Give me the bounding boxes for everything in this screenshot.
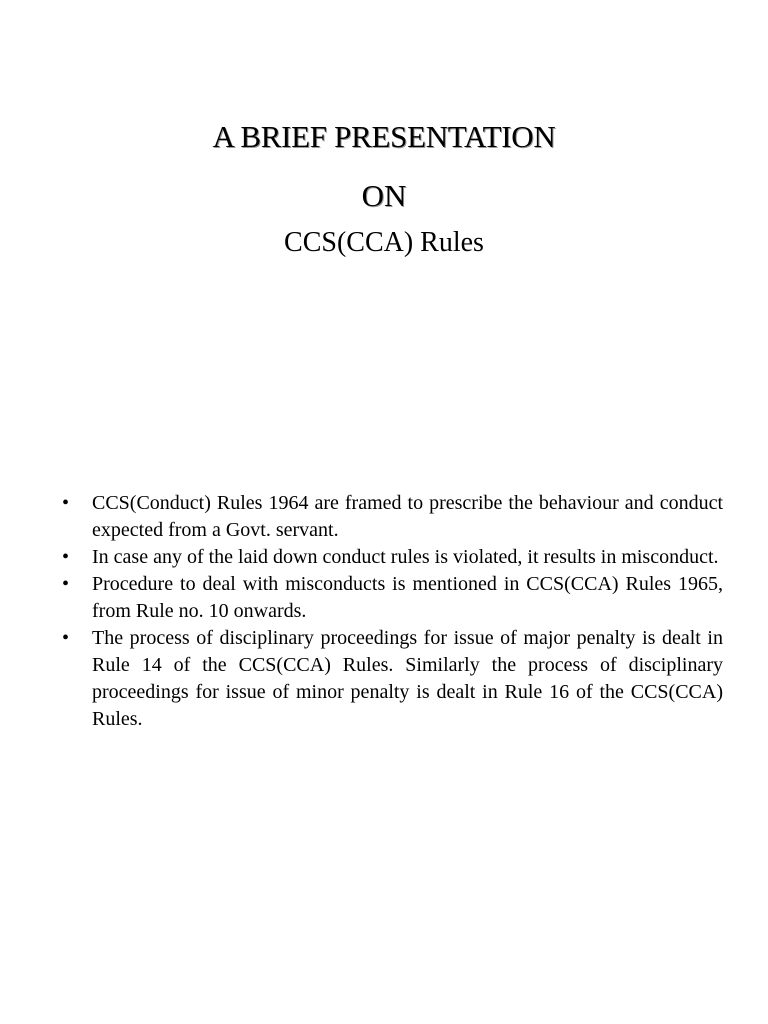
bullet-text: The process of disciplinary proceedings for issue of major penalty is dealt in Rule 14 of the CCS(CCA) Rules. Similarly the process of disciplinary proceedings for issue of minor penalty is dealt in Rule 16 of the CCS(CCA) Rules. [92, 627, 723, 730]
subtitle: CCS(CCA) Rules [284, 227, 484, 258]
bullet-text: CCS(Conduct) Rules 1964 are framed to prescribe the behaviour and conduct expected from a Govt. servant. [92, 492, 723, 541]
title-line-2: ON [361, 178, 407, 213]
bullet-text: Procedure to deal with misconducts is mentioned in CCS(CCA) Rules 1965, from Rule no. 10 onwards. [92, 573, 723, 622]
bullet-marker: • [62, 573, 70, 595]
bullet-text: In case any of the laid down conduct rules is violated, it results in misconduct. [92, 546, 719, 568]
bullet-item [62, 490, 723, 544]
bullet-marker: • [62, 546, 70, 568]
bullet-list [62, 490, 723, 733]
bullet-item [62, 544, 723, 571]
bullet-marker: • [62, 492, 70, 514]
title-line-1: A BRIEF PRESENTATION [212, 119, 556, 154]
bullet-item [62, 571, 723, 625]
bullet-item [62, 625, 723, 733]
bullet-marker: • [62, 627, 70, 649]
